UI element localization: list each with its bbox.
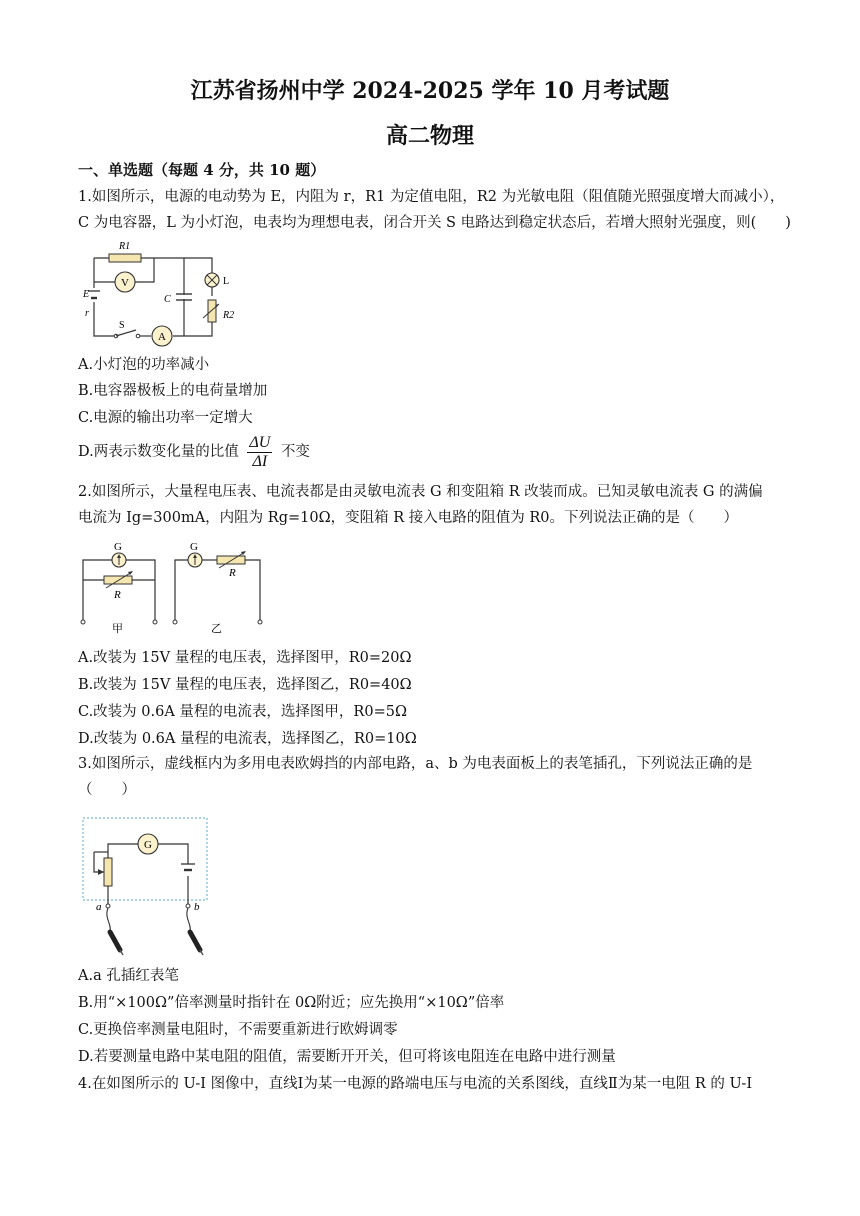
- q1-circuit-figure: [78, 236, 248, 351]
- q1-option-d: [78, 433, 310, 471]
- variable-resistor-icon: [104, 858, 112, 886]
- q3-ohmmeter-figure: [78, 814, 213, 959]
- voltmeter-label: V: [121, 277, 129, 289]
- socket-a-label: a: [96, 901, 102, 913]
- r1-label: R1: [119, 241, 131, 252]
- probe-a-icon: [110, 932, 123, 955]
- q1-option-d-suffix: 不变: [280, 444, 310, 460]
- r1-resistor: [109, 254, 141, 262]
- section-heading: 一、单选题（每题 4 分，共 10 题）: [78, 161, 326, 179]
- ammeter-label: A: [158, 331, 166, 343]
- q1-stem-line1: 1.如图所示，电源的电动势为 E，内阻为 r，R1 为定值电阻，R2 为光敏电阻（阻值随光照强度增大而减小），: [78, 189, 785, 205]
- q3-option-a: A.a 孔插红表笔: [78, 968, 179, 984]
- galvanometer-label-1: G: [114, 541, 122, 553]
- q2-stem-line1: 2.如图所示，大量程电压表、电流表都是由灵敏电流表 G 和变阻箱 R 改装而成。已知灵敏电流表 G 的满偏: [78, 484, 763, 500]
- q1-option-d-prefix: D.两表示数变化量的比值: [78, 444, 239, 460]
- q4-stem-line1: 4.在如图所示的 U-I 图像中，直线Ⅰ为某一电源的路端电压与电流的关系图线，直线Ⅱ为某一电阻 R 的 U-I: [78, 1076, 753, 1092]
- emf-label: E: [83, 289, 90, 300]
- rheostat-icon-2: [217, 556, 245, 564]
- q2-option-d: D.改装为 0.6A 量程的电流表，选择图乙，R0=10Ω: [78, 731, 417, 747]
- probe-b-icon: [190, 932, 203, 955]
- galvanometer-label-2: G: [190, 541, 198, 553]
- q2-option-a: A.改装为 15V 量程的电压表，选择图甲，R0=20Ω: [78, 650, 412, 666]
- q2-option-b: B.改装为 15V 量程的电压表，选择图乙，R0=40Ω: [78, 677, 412, 693]
- q1-stem-line2: C 为电容器，L 为小灯泡，电表均为理想电表，闭合开关 S 电路达到稳定状态后，若增大照射光强度，则( ): [78, 215, 791, 231]
- switch-label: S: [119, 320, 125, 331]
- lamp-label: L: [223, 276, 230, 287]
- socket-b-label: b: [194, 901, 200, 913]
- q2-option-c: C.改装为 0.6A 量程的电流表，选择图甲，R0=5Ω: [78, 704, 407, 720]
- q3-stem-line1: 3.如图所示，虚线框内为多用电表欧姆挡的内部电路，a、b 为电表面板上的表笔插孔，下列说法正确的是: [78, 756, 753, 772]
- figure-yi-label: 乙: [211, 623, 222, 635]
- rheostat-icon-1: [104, 576, 132, 584]
- q2-stem-line2: 电流为 Ig=300mA，内阻为 Rg=10Ω，变阻箱 R 接入电路的阻值为 R0。下列说法正确的是（ ）: [78, 510, 738, 526]
- q1-option-a: A.小灯泡的功率减小: [78, 357, 210, 373]
- exam-title: 江苏省扬州中学 2024-2025 学年 10 月考试题: [190, 78, 670, 104]
- r2-label: R2: [223, 310, 235, 321]
- photoresistor-icon: [208, 300, 216, 322]
- q3-option-b: B.用“×100Ω”倍率测量时指针在 0Ω附近；应先换用“×10Ω”倍率: [78, 995, 505, 1011]
- rheostat-label-1: R: [114, 589, 121, 601]
- q3-stem-line2: （ ）: [78, 782, 136, 798]
- exam-subject: 高二物理: [385, 123, 474, 149]
- fraction-denominator: ΔI: [252, 452, 268, 470]
- q1-option-b: B.电容器极板上的电荷量增加: [78, 383, 268, 399]
- fraction-numerator: ΔU: [249, 433, 271, 451]
- capacitor-label: C: [164, 294, 171, 305]
- q3-option-c: C.更换倍率测量电阻时，不需要重新进行欧姆调零: [78, 1022, 398, 1038]
- galvanometer-label: G: [144, 839, 152, 851]
- delta-ratio-fraction: [247, 434, 272, 471]
- q2-meter-figures: [74, 536, 274, 636]
- rheostat-label-2: R: [229, 567, 236, 579]
- q3-option-d: D.若要测量电路中某电阻的阻值，需要断开开关，但可将该电阻连在电路中进行测量: [78, 1049, 616, 1065]
- q1-option-c: C.电源的输出功率一定增大: [78, 410, 253, 426]
- figure-jia-label: 甲: [112, 623, 123, 635]
- internal-r-label: r: [85, 308, 89, 319]
